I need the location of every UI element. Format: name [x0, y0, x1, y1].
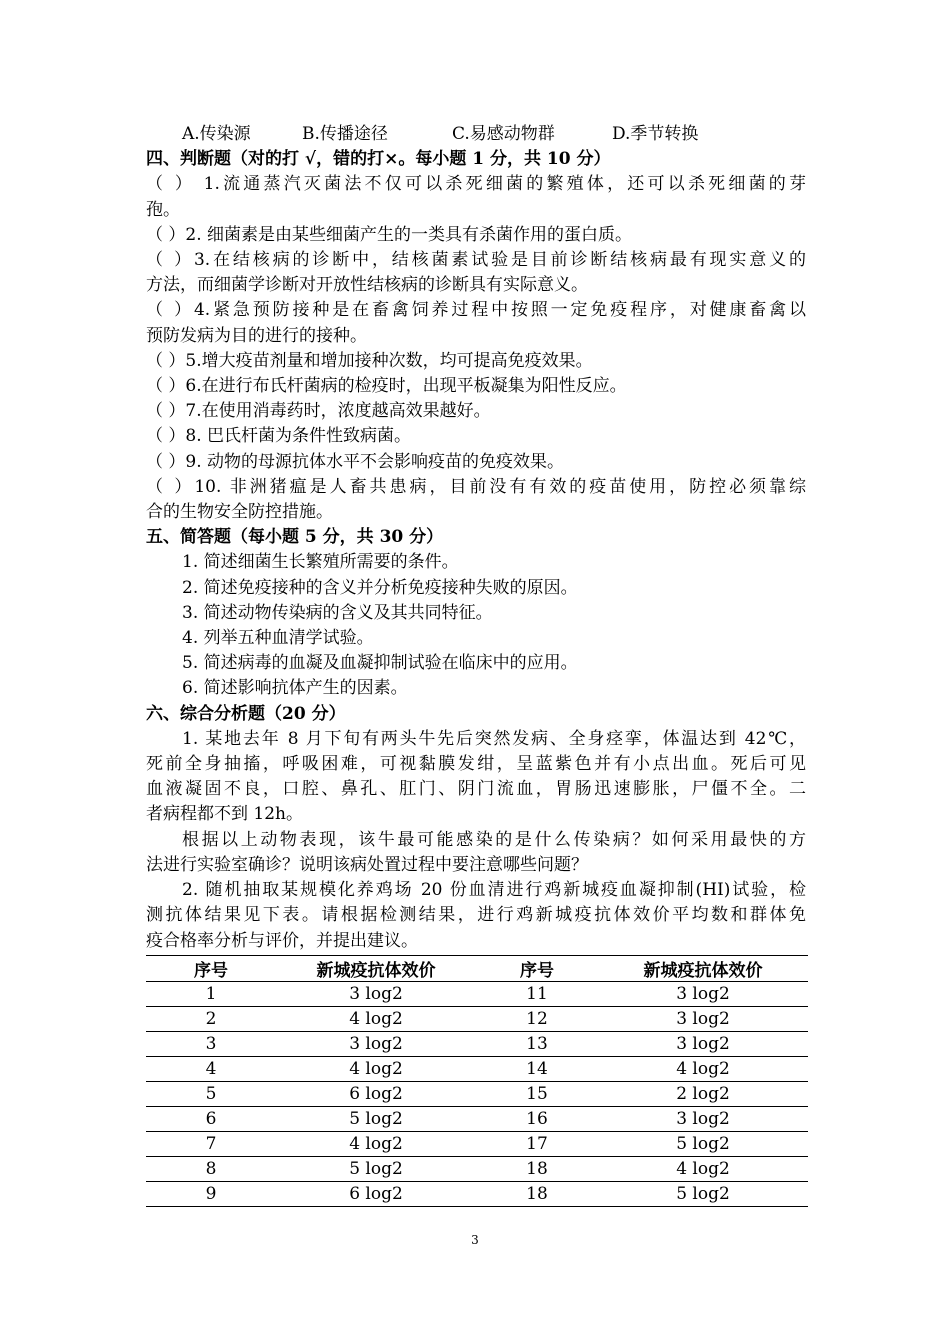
cell: 17: [476, 1131, 598, 1156]
sa-item-1: 1. 简述细菌生长繁殖所需要的条件。: [182, 552, 459, 573]
table-row: [146, 1031, 808, 1056]
tf-item-6: （ ）6.在进行布氏杆菌病的检疫时，出现平板凝集为阳性反应。: [146, 376, 627, 397]
document-page: [146, 122, 806, 1207]
tf-item-8: （ ）8. 巴氏杆菌为条件性致病菌。: [146, 426, 412, 447]
cell: 6 log2: [276, 1081, 476, 1106]
section6-heading: 六、综合分析题（20 分）: [146, 703, 346, 724]
cell: 7: [146, 1131, 276, 1156]
table-row: [146, 1131, 808, 1156]
cell: 3 log2: [598, 1031, 808, 1056]
cell: 18: [476, 1156, 598, 1181]
cell: 3 log2: [598, 1106, 808, 1131]
table-row: [146, 1106, 808, 1131]
cell: 5: [146, 1081, 276, 1106]
cell: 9: [146, 1181, 276, 1206]
section4-heading: 四、判断题（对的打 √，错的打×。每小题 1 分，共 10 分）: [146, 149, 611, 170]
cell: 1: [146, 981, 276, 1006]
cell: 3 log2: [276, 1031, 476, 1056]
sa-item-4: 4. 列举五种血清学试验。: [182, 628, 374, 649]
tf-item-3-line2: 方法，而细菌学诊断对开放性结核病的诊断具有实际意义。: [146, 275, 588, 296]
section5-heading: 五、简答题（每小题 5 分，共 30 分）: [146, 527, 444, 548]
cell: 3 log2: [598, 981, 808, 1006]
cell: 4 log2: [276, 1006, 476, 1031]
sa-item-5: 5. 简述病毒的血凝及血凝抑制试验在临床中的应用。: [182, 653, 578, 674]
cell: 14: [476, 1056, 598, 1081]
cell: 12: [476, 1006, 598, 1031]
option-a: A.传染源: [182, 124, 251, 144]
cell: 16: [476, 1106, 598, 1131]
cell: 4 log2: [276, 1056, 476, 1081]
cell: 3 log2: [598, 1006, 808, 1031]
sa-item-3: 3. 简述动物传染病的含义及其共同特征。: [182, 602, 493, 623]
tf-item-2: （ ）2. 细菌素是由某些细菌产生的一类具有杀菌作用的蛋白质。: [146, 224, 633, 245]
tf-item-1-line2: 孢。: [146, 199, 180, 220]
cell: 13: [476, 1031, 598, 1056]
cell: 11: [476, 981, 598, 1006]
tf-item-5: （ ）5.增大疫苗剂量和增加接种次数，均可提高免疫效果。: [146, 350, 593, 371]
option-d: D.季节转换: [612, 124, 699, 144]
tf-item-4-line2: 预防发病为目的进行的接种。: [146, 325, 367, 346]
option-b: B.传播途径: [302, 124, 388, 144]
cell: 18: [476, 1181, 598, 1206]
cell: 5 log2: [276, 1156, 476, 1181]
tf-item-7: （ ）7.在使用消毒药时，浓度越高效果越好。: [146, 401, 491, 422]
case1-line3: 血液凝固不良，口腔、鼻孔、肛门、阴门流血，胃肠迅速膨胀，尸僵不全。二: [146, 779, 806, 800]
table-row: [146, 1056, 808, 1081]
header-titer-2: 新城疫抗体效价: [598, 955, 808, 981]
header-no-1: 序号: [146, 955, 276, 981]
table-row: [146, 1181, 808, 1206]
cell: 15: [476, 1081, 598, 1106]
cell: 2 log2: [598, 1081, 808, 1106]
tf-item-3-line1: （ ）3.在结核病的诊断中，结核菌素试验是目前诊断结核病最有现实意义的: [146, 250, 806, 271]
sa-item-6: 6. 简述影响抗体产生的因素。: [182, 678, 408, 699]
cell: 3: [146, 1031, 276, 1056]
page-number: 3: [471, 1233, 479, 1247]
header-no-2: 序号: [476, 955, 598, 981]
case1-question-line1: 根据以上动物表现，该牛最可能感染的是什么传染病？如何采用最快的方: [182, 829, 806, 850]
cell: 2: [146, 1006, 276, 1031]
table-row: [146, 981, 808, 1006]
table-row: [146, 1081, 808, 1106]
cell: 6 log2: [276, 1181, 476, 1206]
case2-line1: 2. 随机抽取某规模化养鸡场 20 份血清进行鸡新城疫血凝抑制(HI)试验，检: [182, 880, 806, 901]
cell: 5 log2: [276, 1106, 476, 1131]
tf-item-10-line2: 合的生物安全防控措施。: [146, 502, 333, 523]
case2-line2: 测抗体结果见下表。请根据检测结果，进行鸡新城疫抗体效价平均数和群体免: [146, 905, 806, 926]
table-row: [146, 1006, 808, 1031]
table-row: [146, 1156, 808, 1181]
cell: 6: [146, 1106, 276, 1131]
case2-line3: 疫合格率分析与评价，并提出建议。: [146, 930, 418, 951]
case1-line4: 者病程都不到 12h。: [146, 804, 303, 825]
tf-item-1-line1: （ ） 1.流通蒸汽灭菌法不仅可以杀死细菌的繁殖体，还可以杀死细菌的芽: [146, 174, 806, 195]
case1-question-line2: 法进行实验室确诊？说明该病处置过程中要注意哪些问题？: [146, 854, 588, 875]
cell: 5 log2: [598, 1181, 808, 1206]
cell: 3 log2: [276, 981, 476, 1006]
tf-item-10-line1: （ ）10. 非洲猪瘟是人畜共患病，目前没有有效的疫苗使用，防控必须靠综: [146, 476, 806, 497]
cell: 8: [146, 1156, 276, 1181]
case1-line1: 1. 某地去年 8 月下旬有两头牛先后突然发病、全身痉挛，体温达到 42℃，: [182, 728, 806, 749]
cell: 4: [146, 1056, 276, 1081]
sa-item-2: 2. 简述免疫接种的含义并分析免疫接种失败的原因。: [182, 577, 578, 598]
antibody-titer-table: [146, 955, 808, 1207]
tf-item-9: （ ）9. 动物的母源抗体水平不会影响疫苗的免疫效果。: [146, 451, 565, 472]
options-line: [146, 122, 806, 147]
cell: 5 log2: [598, 1131, 808, 1156]
tf-item-4-line1: （ ）4.紧急预防接种是在畜禽饲养过程中按照一定免疫程序，对健康畜禽以: [146, 300, 806, 321]
option-c: C.易感动物群: [452, 124, 555, 144]
cell: 4 log2: [598, 1056, 808, 1081]
cell: 4 log2: [276, 1131, 476, 1156]
table-header-row: [146, 955, 808, 981]
cell: 4 log2: [598, 1156, 808, 1181]
header-titer-1: 新城疫抗体效价: [276, 955, 476, 981]
case1-line2: 死前全身抽搐，呼吸困难，可视黏膜发绀，呈蓝紫色并有小点出血。死后可见: [146, 754, 806, 775]
